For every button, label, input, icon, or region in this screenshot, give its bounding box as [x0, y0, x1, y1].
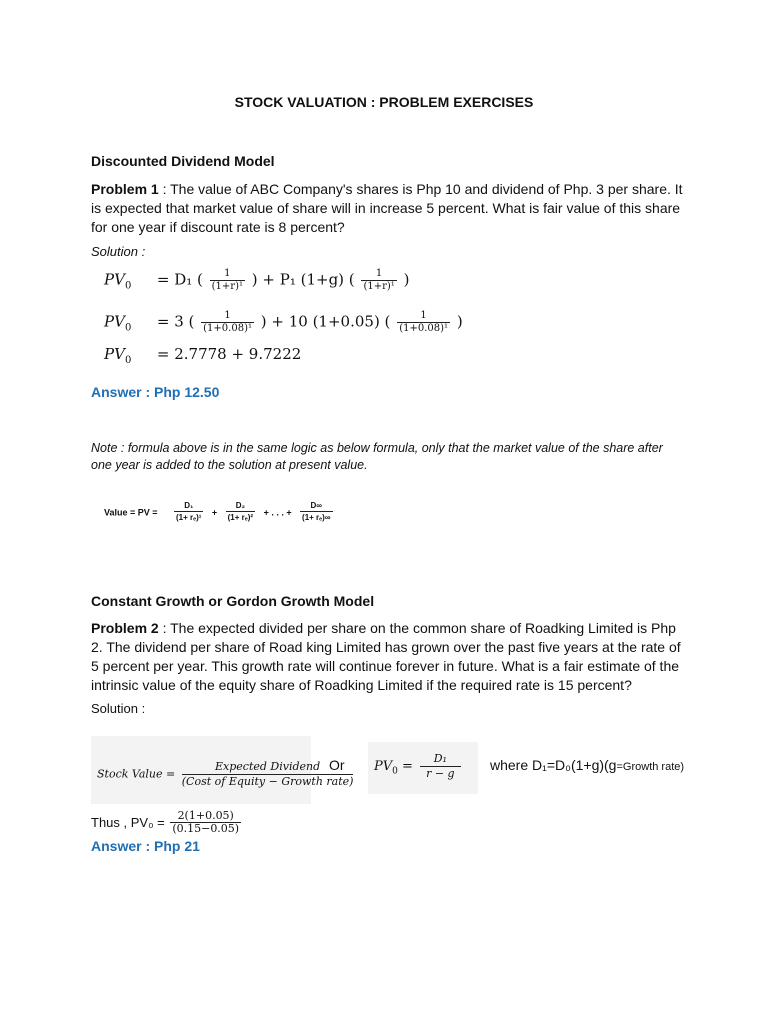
problem-2-label: Problem 2: [91, 620, 159, 636]
problem-1-text: [91, 180, 691, 237]
value-formula: Value = PV = $\frac{\text{D₁}}{\text{(1+ rₑ)¹}}$ + $\frac{\text{D₂}}{\text{(1+ rₑ)²}}$ + . . . + $\frac{D\infty}{\text{(1+ rₑ)∞}}$: [104, 501, 331, 522]
note-text: Note : formula above is in the same logic as below formula, only that the market value of the share after one year is added to the solution at present value.: [91, 441, 663, 472]
answer-1: Answer : Php 12.50: [91, 384, 220, 400]
problem-1-line-2: is expected that market value of share will in increase 5 percent. What is fair value of this share: [91, 200, 681, 216]
stock-value-formula: Stock Value = Expected Dividend (Cost of Equity − Growth rate): [91, 736, 311, 804]
equation-2: $PV_0 = 3$ ( $\frac{1}{\text{(1+0.08)¹}}$ ) + 10 (1+0.05) ( $\frac{1}{\text{(1+0.08)¹}}$ ): [104, 310, 463, 334]
or-label: Or: [329, 757, 345, 773]
page-title: STOCK VALUATION : PROBLEM EXERCISES: [234, 94, 534, 110]
section-heading-discounted-dividend: Discounted Dividend Model: [91, 153, 275, 169]
solution-label-2: Solution :: [91, 701, 146, 716]
equation-1: $PV_0 = D_1$ ( $\frac{1}{\text{(1+r)¹}}$ ) + P₁ (1+g) ( $\frac{1}{\text{(1+r)¹}}$ ): [104, 268, 410, 292]
solution-label-1: Solution :: [91, 244, 146, 259]
problem-2-text: Problem 2 : The expected divided per share on the common share of Roadking Limited is Php 2. The dividend per share of Road king Limited has grown over the past five years at the rate of 5 percent per year. This growth rate will continue forever in future. What is a fair estimate of the intrinsic value of the equity share of Roadking Limited if the required rate is 15 percent?: [91, 620, 681, 693]
problem-1-label: Problem 1: [91, 181, 159, 197]
equation-3: $PV_0 = 2.7778 + 9.7222$: [104, 345, 302, 366]
problem-1-line-1: : The value of ABC Company's shares is Php 10 and dividend of Php. 3 per share. It: [158, 181, 683, 197]
thus-formula: Thus , PV₀ = $\frac{2(1+0.05)}{(0.15-0.05)}$: [91, 809, 240, 835]
answer-2: Answer : Php 21: [91, 838, 200, 854]
section-heading-gordon-growth: Constant Growth or Gordon Growth Model: [91, 593, 375, 609]
where-text: where D₁=D₀(1+g)(g=Growth rate): [490, 757, 685, 773]
problem-1-line-3: for one year if discount rate is 8 percent?: [91, 219, 345, 235]
pv-formula: $PV_0$ = $\frac{\text{D₁}}{r - g}$: [368, 742, 478, 794]
